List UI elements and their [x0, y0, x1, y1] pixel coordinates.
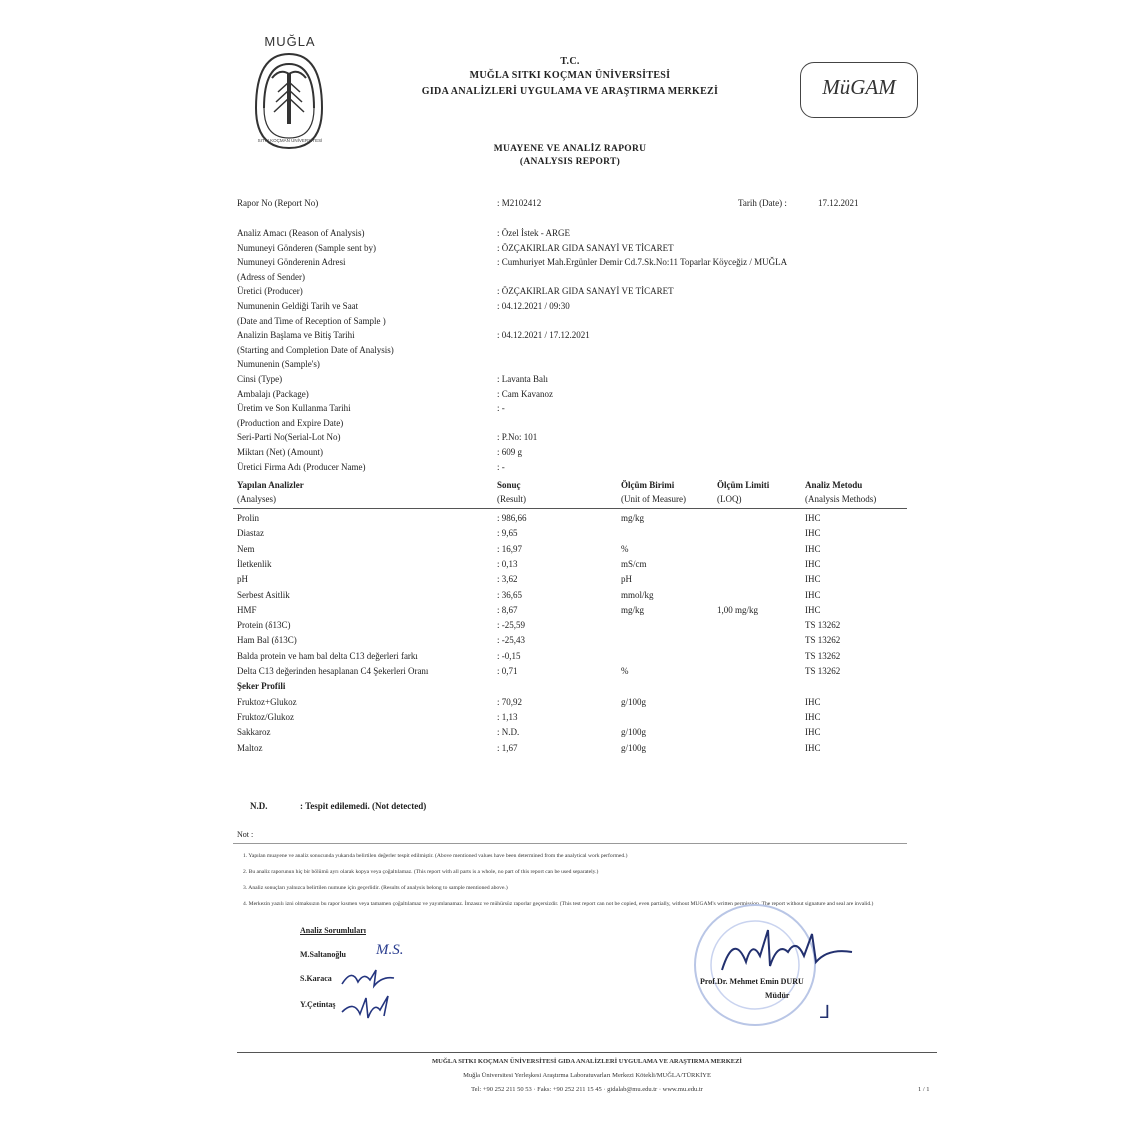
col-method-en: (Analysis Methods): [805, 494, 877, 504]
responsible-name-3: Y.Çetintaş: [300, 1000, 336, 1009]
info-value: : P.No: 101: [497, 432, 538, 443]
analysis-unit: %: [621, 543, 629, 554]
info-value: : 04.12.2021 / 17.12.2021: [497, 330, 590, 341]
analysis-name: Şeker Profili: [237, 681, 286, 692]
info-label: (Production and Expire Date): [237, 417, 344, 428]
info-label: Seri-Parti No(Serial-Lot No): [237, 432, 341, 443]
footer-line-3: Tel: +90 252 211 50 53 · Faks: +90 252 211 15 45 · gidalab@mu.edu.tr · www.mu.edu.tr: [471, 1086, 703, 1093]
analysis-unit: mS/cm: [621, 558, 647, 569]
notes-title: Not :: [237, 830, 254, 839]
analysis-result: : 986,66: [497, 513, 527, 523]
col-unit-en: (Unit of Measure): [621, 494, 686, 504]
analysis-unit: g/100g: [621, 727, 647, 738]
info-label: Numuneyi Gönderen (Sample sent by): [237, 242, 376, 253]
date-value: 17.12.2021: [818, 198, 859, 208]
analysis-unit: %: [621, 666, 629, 676]
logo-title: MUĞLA: [264, 34, 316, 49]
analysis-name: Fruktoz+Glukoz: [237, 696, 297, 707]
info-label: Miktarı (Net) (Amount): [237, 447, 323, 457]
info-label: Üretici (Producer): [237, 286, 303, 297]
responsible-title: Analiz Sorumluları: [300, 926, 367, 935]
analysis-result: : 70,92: [497, 696, 523, 707]
analysis-name: Prolin: [237, 513, 260, 523]
analysis-result: : 9,65: [497, 528, 518, 539]
col-loq: Ölçüm Limiti: [717, 480, 770, 490]
nd-abbr: N.D.: [250, 801, 268, 811]
signature-karaca-icon: [338, 964, 398, 990]
report-no-value: : M2102412: [497, 198, 542, 208]
footer-line-1: MUĞLA SITKI KOÇMAN ÜNİVERSİTESİ GIDA ANALİZLERİ UYGULAMA VE ARAŞTIRMA MERKEZİ: [432, 1058, 742, 1065]
analysis-method: IHC: [805, 528, 821, 539]
analysis-method: TS 13262: [805, 650, 841, 661]
analysis-method: IHC: [805, 574, 821, 585]
info-value: : 609 g: [497, 447, 523, 457]
note-item: 2. Bu analiz raporunun hiç bir bölümü ayrı olarak kopya veya çoğaltılamaz. (This report with all parts is a whole, no part of this report can be used separately.): [243, 869, 599, 875]
note-item: 4. Merkezin yazılı izni olmaksızın bu rapor kısmen veya tamamen çoğaltılamaz ve yayımlanamaz. İmzasız ve mühürsüz raporlar geçersizdir. (This test report can not be copied, even partially, without MUGAM's written permission. The report without signature and seal are invalid.): [243, 901, 874, 907]
info-label: Analiz Amacı (Reason of Analysis): [237, 228, 365, 238]
info-label: (Date and Time of Reception of Sample ): [237, 315, 386, 326]
analysis-result: : -25,59: [497, 620, 525, 631]
analysis-unit: pH: [621, 574, 632, 585]
analysis-name: Sakkaroz: [237, 727, 271, 738]
analysis-name: Delta C13 değerinden hesaplanan C4 Şekerleri Oranı: [237, 666, 429, 676]
analysis-unit: g/100g: [621, 696, 647, 707]
note-item: 3. Analiz sonuçları yalnızca belirtilen numune için geçerlidir. (Results of analysis belong to sample mentioned above.): [243, 885, 508, 891]
info-value: : Cumhuriyet Mah.Ergünler Demir Cd.7.Sk.No:11 Toparlar Köyceğiz / MUĞLA: [497, 257, 788, 268]
footer-line-2: Muğla Üniversitesi Yerleşkesi Araştırma Laboratuvarları Merkezi Kötekli/MUĞLA/TÜRKİYE: [463, 1072, 711, 1079]
responsible-name-1: M.Saltanoğlu: [300, 950, 347, 959]
col-method: Analiz Metodu: [805, 480, 863, 490]
analysis-method: IHC: [805, 604, 821, 615]
info-value: : -: [497, 403, 505, 414]
note-item: 1. Yapılan muayene ve analiz sonucunda yukarıda belirtilen değerler tespit edilmiştir. (Above mentioned values have been determined from the analytical work performed.): [243, 853, 628, 859]
analysis-method: IHC: [805, 727, 821, 738]
report-no-label: Rapor No (Report No): [237, 198, 319, 208]
analysis-method: TS 13262: [805, 666, 841, 676]
mugam-logo-text: MüGAM: [822, 75, 896, 99]
analysis-name: Diastaz: [237, 528, 264, 539]
info-label: Ambalajı (Package): [237, 388, 309, 399]
info-value: : Cam Kavanoz: [497, 388, 553, 399]
director-name: Prof.Dr. Mehmet Emin DURU: [700, 977, 804, 986]
responsible-name-2: S.Karaca: [300, 974, 332, 983]
col-result: Sonuç: [497, 480, 521, 490]
nd-text: : Tespit edilemedi. (Not detected): [300, 801, 427, 811]
info-label: Cinsi (Type): [237, 374, 283, 384]
info-label: (Adress of Sender): [237, 271, 305, 282]
info-label: Numuneyi Gönderenin Adresi: [237, 257, 346, 268]
analysis-unit: mg/kg: [621, 513, 645, 523]
analysis-method: IHC: [805, 513, 821, 523]
analysis-name: HMF: [237, 604, 257, 615]
report-title: MUAYENE VE ANALİZ RAPORU: [493, 144, 647, 154]
analysis-method: IHC: [805, 558, 821, 569]
analysis-method: TS 13262: [805, 620, 841, 631]
analysis-name: Maltoz: [237, 742, 263, 753]
date-label: Tarih (Date) :: [738, 198, 787, 208]
table-header-rule: [233, 508, 907, 509]
analysis-result: : 8,67: [497, 604, 518, 615]
director-mark: ⅃: [820, 1002, 831, 1022]
header-university: MUĞLA SITKI KOÇMAN ÜNİVERSİTESİ: [469, 70, 671, 81]
analysis-name: Nem: [237, 543, 255, 554]
info-label: Üretici Firma Adı (Producer Name): [237, 461, 366, 472]
analysis-method: TS 13262: [805, 635, 841, 646]
info-value: : Lavanta Balı: [497, 374, 548, 384]
info-value: : -: [497, 461, 505, 472]
info-value: : Özel İstek - ARGE: [497, 228, 570, 238]
info-value: : 04.12.2021 / 09:30: [497, 301, 570, 311]
analysis-result: : 1,67: [497, 742, 518, 753]
page-number: 1 / 1: [918, 1086, 930, 1093]
analysis-name: İletkenlik: [237, 558, 272, 569]
header-center: GIDA ANALİZLERİ UYGULAMA VE ARAŞTIRMA MERKEZİ: [421, 86, 719, 97]
info-label: Numunenin (Sample's): [237, 359, 320, 370]
notes-rule: [233, 843, 907, 844]
col-analyses-en: (Analyses): [237, 494, 276, 504]
analysis-unit: mmol/kg: [621, 589, 654, 600]
signature-cetintas-icon: [338, 992, 398, 1022]
analysis-result: : 3,62: [497, 574, 518, 585]
analysis-method: IHC: [805, 711, 821, 722]
analysis-result: : -0,15: [497, 650, 521, 661]
analysis-result: : 36,65: [497, 589, 523, 600]
info-label: Üretim ve Son Kullanma Tarihi: [237, 403, 351, 414]
analysis-name: Serbest Asitlik: [237, 589, 290, 600]
col-unit: Ölçüm Birimi: [621, 480, 675, 490]
analysis-result: : -25,43: [497, 635, 525, 646]
analysis-unit: g/100g: [621, 742, 647, 753]
analysis-result: : 0,13: [497, 558, 518, 569]
col-loq-en: (LOQ): [717, 494, 742, 504]
info-label: Analizin Başlama ve Bitiş Tarihi: [237, 330, 355, 341]
analysis-method: IHC: [805, 543, 821, 554]
analysis-name: Fruktoz/Glukoz: [237, 711, 294, 722]
responsible-initials: M.S.: [376, 942, 404, 958]
analysis-result: : N.D.: [497, 727, 520, 738]
analysis-name: Balda protein ve ham bal delta C13 değerleri farkı: [237, 650, 418, 661]
analysis-name: Ham Bal (δ13C): [237, 635, 297, 646]
footer-rule: [237, 1052, 937, 1053]
analysis-method: IHC: [805, 589, 821, 600]
analysis-name: pH: [237, 574, 248, 585]
analysis-result: : 16,97: [497, 543, 523, 554]
analysis-unit: mg/kg: [621, 604, 645, 615]
report-title-en: (ANALYSIS REPORT): [519, 157, 621, 167]
analysis-result: : 1,13: [497, 711, 518, 722]
director-title: Müdür: [765, 991, 790, 1000]
analysis-name: Protein (δ13C): [237, 620, 291, 631]
info-value: : ÖZÇAKIRLAR GIDA SANAYİ VE TİCARET: [497, 242, 674, 253]
analysis-method: IHC: [805, 742, 821, 753]
col-analyses: Yapılan Analizler: [237, 480, 304, 490]
header-tc: T.C.: [560, 56, 580, 67]
analysis-method: IHC: [805, 696, 821, 707]
analysis-loq: 1,00 mg/kg: [717, 604, 759, 615]
logo-arc-text: SITKI KOÇMAN ÜNİVERSİTESİ: [257, 138, 323, 143]
info-label: (Starting and Completion Date of Analysis): [237, 344, 394, 355]
info-label: Numunenin Geldiği Tarih ve Saat: [237, 301, 359, 311]
analysis-result: : 0,71: [497, 666, 518, 676]
col-result-en: (Result): [497, 494, 526, 504]
info-value: : ÖZÇAKIRLAR GIDA SANAYİ VE TİCARET: [497, 286, 674, 297]
